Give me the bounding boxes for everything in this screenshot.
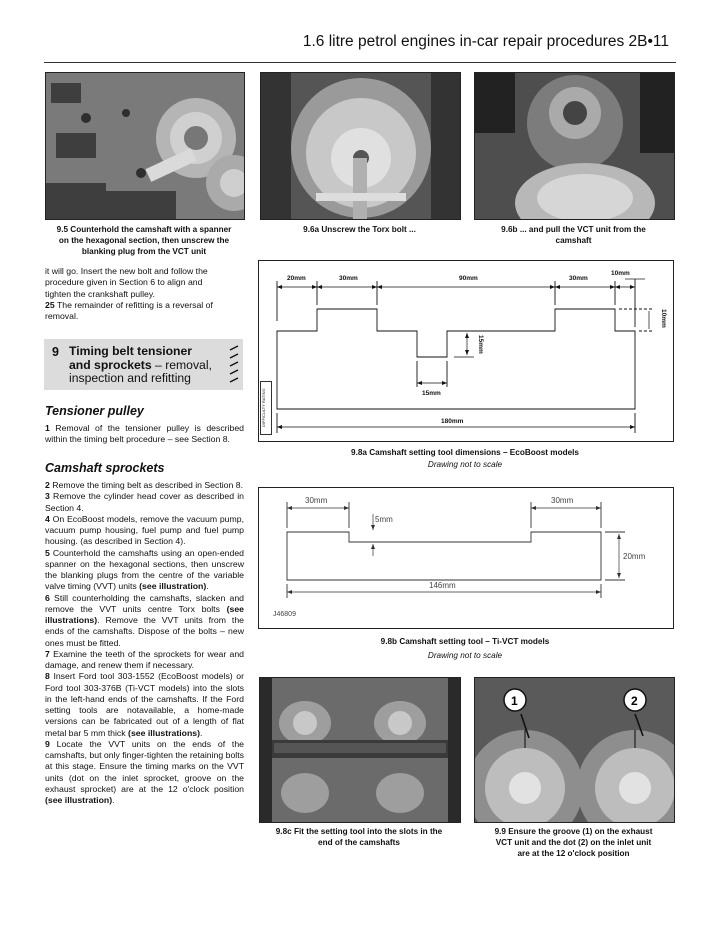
diagram-ref-number: J46809 [273,611,296,618]
section-number: 9 [52,345,59,359]
dim-a-90mm: 90mm [459,275,478,282]
photo-9-8c [259,677,461,823]
dim-b-5mm: 5mm [375,515,393,524]
dim-a-30mm-left: 30mm [339,275,358,282]
dim-a-180mm: 180mm [441,418,464,425]
photo-9-6a [260,72,461,220]
dim-b-30mm-right: 30mm [551,496,574,505]
step-5: 5 Counterhold the camshafts using an open-ended spanner on the hexagonal sections, then unscrew the blanking plugs from the centre of the variable valve timing (VVT) units (see illustration). [45,547,244,592]
dim-a-10mm-side: 10mm [660,309,667,328]
subcaption-9-8a: Drawing not to scale [427,460,503,469]
step-6: 6 Still counterholding the camshafts, slacken and remove the VVT units centre Torx bolts (see illustrations). Remove the VVT units from the ends of the camshafts. Dispose of the bolts – new ones must be fitted. [45,592,244,648]
header-rule [44,62,676,63]
caption-9-8a: 9.8a Camshaft setting tool dimensions – EcoBoost models [351,448,579,457]
diagram-9-8b [258,487,674,629]
caption-9-9: 9.9 Ensure the groove (1) on the exhaust VCT unit and the dot (2) on the inlet unit are at the 12 o'clock position [494,827,653,858]
photo-9-9 [474,677,675,823]
step-8: 8 Insert Ford tool 303-1552 (EcoBoost models) or Ford tool 303-376B (Ti-VCT models) into the slots in the left-hand ends of the camshafts. If the Ford setting tools are notavailable, a home-made versions can be fabricated out of a length of flat metal bar 5 mm thick (see illustrations). [45,671,244,738]
section-title: Timing belt tensioner and sprockets – removal, inspection and refitting [69,344,212,385]
callout-1-label: 1 [511,694,518,708]
intro-text: it will go. Insert the new bolt and follow the procedure given in Section 6 to align and tighten the crankshaft pulley. 25 The remainder of refitting is a reversal of removal. [45,266,213,321]
step-3: 3 Remove the cylinder head cover as described in Section 4. [45,491,244,513]
caption-9-6a: 9.6a Unscrew the Torx bolt ... [303,225,416,234]
dim-b-146mm: 146mm [429,581,456,590]
heading-camshaft-sprockets: Camshaft sprockets [45,461,165,475]
caption-9-8b: 9.8b Camshaft setting tool – Ti-VCT models [380,637,550,646]
callout-2-label: 2 [631,694,638,708]
heading-tensioner-pulley: Tensioner pulley [45,404,144,418]
spanner-icon [228,344,240,386]
dim-b-30mm-left: 30mm [305,496,328,505]
dim-b-20mm: 20mm [623,552,646,561]
step-9: 9 Locate the VVT units on the ends of the camshafts, but only finger-tighten the retaining bolts at this stage. Ensure the timing marks on the VVT units (dot on the inlet sprocket, groove on the exhaust sprocket) are at the 12 o'clock position (see illustration). [45,738,244,805]
dim-a-10mm-top: 10mm [611,270,630,277]
caption-9-8c: 9.8c Fit the setting tool into the slots in the end of the camshafts [275,827,443,847]
dim-a-20mm: 20mm [287,275,306,282]
dim-a-15mm-slot: 15mm [422,390,441,397]
tensioner-text: 1 Removal of the tensioner pulley is described within the timing belt procedure – see Section 8. [45,423,244,445]
difficulty-rating-badge: DIFFICULTY RATING [260,381,272,435]
step-2: 2 Remove the timing belt as described in Section 8. [45,480,244,490]
caption-9-5: 9.5 Counterhold the camshaft with a spanner on the hexagonal section, then unscrew the blanking plug from the VCT unit [56,225,232,256]
dim-a-30mm-right: 30mm [569,275,588,282]
caption-9-6b: 9.6b ... and pull the VCT unit from the camshaft [501,225,646,245]
page-header-title: 1.6 litre petrol engines in-car repair procedures 2B•11 [302,33,669,50]
step-4: 4 On EcoBoost models, remove the vacuum pump, vacuum pump housing, fuel pump and fuel pump housing. (as described in Section 4). [45,513,244,547]
photo-9-5 [45,72,245,220]
diagram-9-8a [258,260,674,442]
camshaft-steps [45,480,244,806]
step-7: 7 Examine the teeth of the sprockets for wear and damage, and renew them if necessary. [45,648,244,670]
subcaption-9-8b: Drawing not to scale [427,651,503,660]
photo-9-6b [474,72,675,220]
dim-a-15mm-depth: 15mm [477,335,484,354]
